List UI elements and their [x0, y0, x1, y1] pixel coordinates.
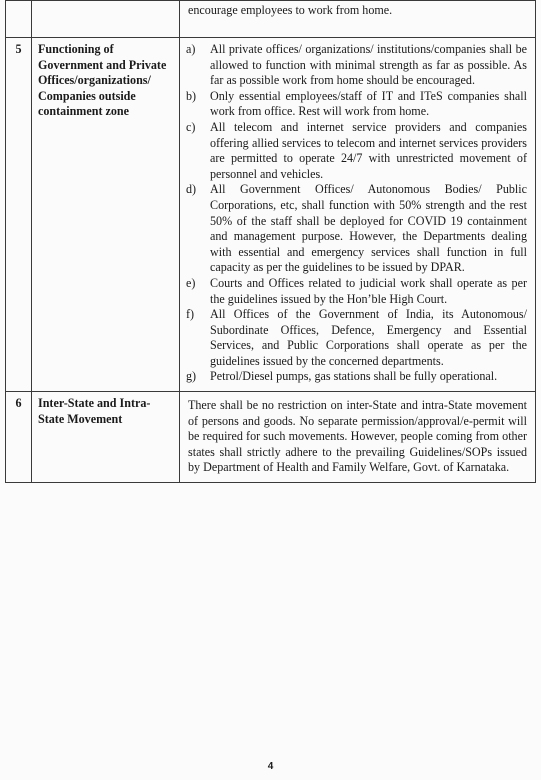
table-row-6	[6, 392, 536, 483]
item-text: All Government Offices/ Autonomous Bodies/ Public Corporations, etc, shall function with 50% strength and the rest 50% of the staff shall be deployed for COVID 19 containment and management purpose. However, the Departments dealing with essential and emergency services shall function in full capacity as per the guidelines to be issued by DPAR.	[210, 182, 527, 275]
item-list	[186, 38, 529, 385]
row-subject: Inter-State and Intra-State Movement	[32, 392, 180, 483]
item-text: All private offices/ organizations/ institutions/companies shall be allowed to function with minimal strength as far as possible. As far as possible work from home should be encouraged.	[210, 42, 527, 88]
row-paragraph: There shall be no restriction on inter-State and intra-State movement of persons and goods. No separate permission/approval/e-permit will be required for such movements. However, people coming from other states shall strictly adhere to the prevailing Guidelines/SOPs issued by Department of Health and Family Welfare, Govt. of Karnataka.	[188, 398, 527, 475]
item-text: Only essential employees/staff of IT and ITeS companies shall work from office. Rest will work from home.	[210, 88, 527, 119]
continuation-cell	[180, 1, 536, 38]
item-text: Courts and Offices related to judicial work shall operate as per the guidelines issued by the Hon’ble High Court.	[210, 275, 527, 306]
list-item	[186, 307, 529, 369]
row-subject: Functioning of Government and Private Offices/organizations/ Companies outside containment zone	[32, 38, 180, 392]
item-marker: b)	[186, 88, 197, 103]
item-marker: e)	[186, 275, 196, 290]
row-content	[180, 392, 536, 483]
list-item	[186, 182, 529, 276]
list-item	[186, 369, 529, 385]
item-marker: d)	[186, 182, 197, 197]
item-marker: a)	[186, 42, 196, 56]
list-item	[186, 120, 529, 182]
guidelines-table	[5, 0, 536, 483]
page-number: 4	[267, 761, 274, 772]
table-row-5	[6, 38, 536, 392]
row-number: 5	[6, 38, 32, 392]
item-marker: g)	[186, 369, 197, 384]
subject-cell-empty	[32, 1, 180, 38]
item-text: All telecom and internet service providers and companies offering allied services to telecom and internet services providers are permitted to operate 24/7 with unrestricted movement of personnel and vehicles.	[210, 119, 527, 181]
row-content	[180, 38, 536, 392]
item-text: Petrol/Diesel pumps, gas stations shall be fully operational.	[210, 369, 498, 384]
row-number: 6	[6, 392, 32, 483]
item-marker: f)	[186, 307, 195, 322]
item-text: All Offices of the Government of India, its Autonomous/ Subordinate Offices, Defence, Emergency and Essential Services, and Public Corporations shall operate as per the guidelines issued by the concerned departments.	[210, 307, 527, 368]
number-cell-empty	[6, 1, 32, 38]
list-item	[186, 89, 529, 120]
table-row-continuation	[6, 1, 536, 38]
list-item	[186, 276, 529, 307]
list-item	[186, 42, 529, 89]
continuation-text: encourage employees to work from home.	[188, 3, 393, 17]
item-marker: c)	[186, 119, 196, 134]
